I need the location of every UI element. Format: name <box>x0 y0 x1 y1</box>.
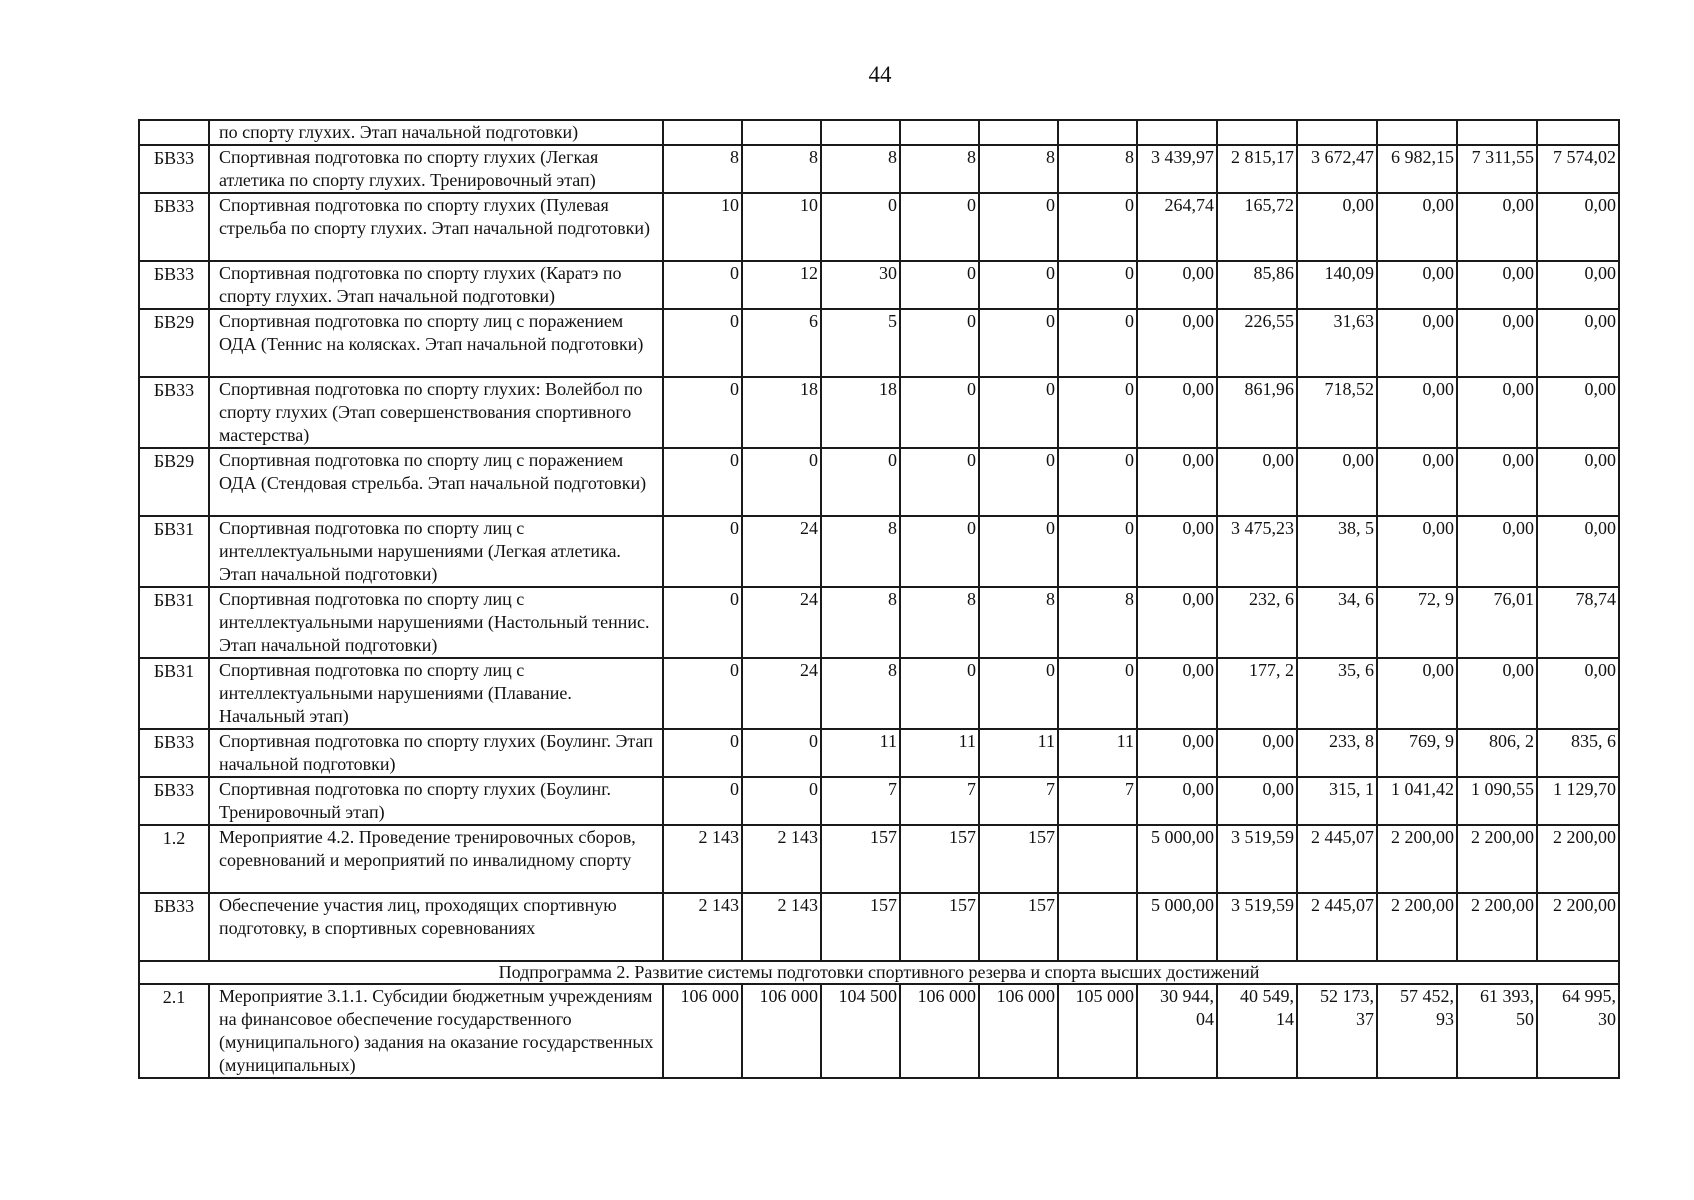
value-cell: 0 <box>663 309 742 377</box>
value-cell: 106 000 <box>900 984 979 1078</box>
value-cell: 3 519,59 <box>1217 893 1297 961</box>
row-code: БВ33 <box>139 893 209 961</box>
value-cell: 0 <box>900 448 979 516</box>
value-cell: 0 <box>663 729 742 777</box>
value-cell: 0 <box>1058 309 1137 377</box>
row-name: Спортивная подготовка по спорту лиц с интеллектуальными нарушениями (Плавание. Начальный этап) <box>209 658 663 729</box>
row-name: Спортивная подготовка по спорту глухих (Боулинг. Этап начальной подготовки) <box>209 729 663 777</box>
value-cell: 2 143 <box>742 893 821 961</box>
value-cell: 835, 6 <box>1537 729 1619 777</box>
value-cell: 769, 9 <box>1377 729 1457 777</box>
value-cell <box>663 120 742 145</box>
value-cell: 3 672,47 <box>1297 145 1377 193</box>
value-cell: 157 <box>900 825 979 893</box>
row-name: Спортивная подготовка по спорту глухих (Каратэ по спорту глухих. Этап начальной подготовки) <box>209 261 663 309</box>
value-cell: 0 <box>979 309 1058 377</box>
value-cell: 233, 8 <box>1297 729 1377 777</box>
value-cell: 232, 6 <box>1217 587 1297 658</box>
value-cell: 30 <box>821 261 900 309</box>
value-cell: 0,00 <box>1537 193 1619 261</box>
value-cell: 1 129,70 <box>1537 777 1619 825</box>
value-cell: 0 <box>742 729 821 777</box>
value-cell <box>1537 120 1619 145</box>
row-code <box>139 120 209 145</box>
value-cell: 2 200,00 <box>1377 825 1457 893</box>
value-cell: 5 000,00 <box>1137 825 1217 893</box>
value-cell: 0,00 <box>1457 261 1537 309</box>
row-code: БВ33 <box>139 777 209 825</box>
value-cell: 38, 5 <box>1297 516 1377 587</box>
value-cell: 40 549, 14 <box>1217 984 1297 1078</box>
value-cell: 0 <box>979 448 1058 516</box>
table-row <box>139 893 1619 961</box>
row-code: 1.2 <box>139 825 209 893</box>
value-cell: 2 200,00 <box>1457 825 1537 893</box>
row-name: Спортивная подготовка по спорту глухих (Пулевая стрельба по спорту глухих. Этап начальной подготовки) <box>209 193 663 261</box>
value-cell: 177, 2 <box>1217 658 1297 729</box>
row-code: БВ33 <box>139 377 209 448</box>
value-cell: 0 <box>663 658 742 729</box>
value-cell <box>1058 825 1137 893</box>
row-name: Спортивная подготовка по спорту глухих (Боулинг. Тренировочный этап) <box>209 777 663 825</box>
value-cell: 76,01 <box>1457 587 1537 658</box>
table-row <box>139 448 1619 516</box>
value-cell: 18 <box>742 377 821 448</box>
row-name: Мероприятие 4.2. Проведение тренировочных сборов, соревнований и мероприятий по инвалидному спорту <box>209 825 663 893</box>
value-cell: 0,00 <box>1137 448 1217 516</box>
value-cell: 0 <box>1058 516 1137 587</box>
value-cell: 6 982,15 <box>1377 145 1457 193</box>
value-cell: 1 041,42 <box>1377 777 1457 825</box>
value-cell: 57 452, 93 <box>1377 984 1457 1078</box>
value-cell <box>1217 120 1297 145</box>
row-name: Мероприятие 3.1.1. Субсидии бюджетным учреждениям на финансовое обеспечение государственного (муниципального) задания на оказание государственных (муниципальных) <box>209 984 663 1078</box>
section-row <box>139 961 1619 984</box>
value-cell: 8 <box>821 516 900 587</box>
value-cell: 24 <box>742 587 821 658</box>
page-number: 44 <box>868 62 892 87</box>
value-cell: 0 <box>900 516 979 587</box>
value-cell: 0,00 <box>1457 448 1537 516</box>
value-cell: 7 574,02 <box>1537 145 1619 193</box>
value-cell: 2 445,07 <box>1297 825 1377 893</box>
value-cell: 3 439,97 <box>1137 145 1217 193</box>
row-code: БВ29 <box>139 448 209 516</box>
value-cell: 11 <box>900 729 979 777</box>
value-cell: 0 <box>900 261 979 309</box>
value-cell: 7 <box>900 777 979 825</box>
row-name: Спортивная подготовка по спорту лиц с поражением ОДА (Стендовая стрельба. Этап начальной подготовки) <box>209 448 663 516</box>
row-name: по спорту глухих. Этап начальной подготовки) <box>209 120 663 145</box>
section-title: Подпрограмма 2. Развитие системы подготовки спортивного резерва и спорта высших достижений <box>139 961 1619 984</box>
value-cell: 78,74 <box>1537 587 1619 658</box>
value-cell: 0 <box>900 377 979 448</box>
value-cell: 0,00 <box>1137 777 1217 825</box>
value-cell: 0,00 <box>1137 587 1217 658</box>
table-row <box>139 729 1619 777</box>
value-cell: 0 <box>979 261 1058 309</box>
value-cell: 8 <box>663 145 742 193</box>
value-cell: 0,00 <box>1377 193 1457 261</box>
value-cell: 106 000 <box>742 984 821 1078</box>
value-cell: 0,00 <box>1377 658 1457 729</box>
value-cell: 0,00 <box>1537 516 1619 587</box>
value-cell: 0,00 <box>1457 516 1537 587</box>
value-cell: 106 000 <box>979 984 1058 1078</box>
value-cell: 0,00 <box>1457 377 1537 448</box>
value-cell: 7 <box>979 777 1058 825</box>
value-cell: 0 <box>663 448 742 516</box>
value-cell: 8 <box>821 145 900 193</box>
value-cell: 0 <box>1058 193 1137 261</box>
value-cell <box>742 120 821 145</box>
value-cell <box>1058 120 1137 145</box>
value-cell: 24 <box>742 516 821 587</box>
value-cell: 157 <box>979 893 1058 961</box>
value-cell: 0 <box>821 193 900 261</box>
value-cell: 0,00 <box>1537 309 1619 377</box>
value-cell: 11 <box>1058 729 1137 777</box>
value-cell: 7 311,55 <box>1457 145 1537 193</box>
value-cell: 0,00 <box>1377 261 1457 309</box>
value-cell: 0 <box>663 261 742 309</box>
value-cell: 0 <box>1058 377 1137 448</box>
value-cell: 0 <box>979 193 1058 261</box>
row-name: Спортивная подготовка по спорту лиц с интеллектуальными нарушениями (Настольный теннис. Этап начальной подготовки) <box>209 587 663 658</box>
value-cell: 2 143 <box>663 825 742 893</box>
value-cell: 30 944, 04 <box>1137 984 1217 1078</box>
value-cell: 7 <box>1058 777 1137 825</box>
value-cell: 0 <box>742 448 821 516</box>
row-code: БВ31 <box>139 658 209 729</box>
row-name: Спортивная подготовка по спорту глухих: Волейбол по спорту глухих (Этап совершенствования спортивного мастерства) <box>209 377 663 448</box>
value-cell: 72, 9 <box>1377 587 1457 658</box>
value-cell: 0 <box>979 658 1058 729</box>
value-cell <box>1058 893 1137 961</box>
row-name: Спортивная подготовка по спорту лиц с поражением ОДА (Теннис на колясках. Этап начальной подготовки) <box>209 309 663 377</box>
value-cell: 2 200,00 <box>1537 893 1619 961</box>
value-cell: 2 445,07 <box>1297 893 1377 961</box>
value-cell: 0,00 <box>1377 309 1457 377</box>
value-cell: 0 <box>821 448 900 516</box>
value-cell: 8 <box>979 587 1058 658</box>
value-cell: 85,86 <box>1217 261 1297 309</box>
value-cell: 0,00 <box>1137 516 1217 587</box>
value-cell: 0 <box>1058 261 1137 309</box>
row-code: БВ31 <box>139 516 209 587</box>
table-row <box>139 193 1619 261</box>
value-cell <box>1457 120 1537 145</box>
value-cell: 8 <box>900 587 979 658</box>
table-row <box>139 309 1619 377</box>
value-cell: 0 <box>979 516 1058 587</box>
value-cell: 18 <box>821 377 900 448</box>
table-row <box>139 658 1619 729</box>
value-cell: 0 <box>900 193 979 261</box>
value-cell: 5 000,00 <box>1137 893 1217 961</box>
table-row <box>139 261 1619 309</box>
value-cell: 0,00 <box>1137 729 1217 777</box>
value-cell: 10 <box>742 193 821 261</box>
budget-table <box>138 119 1620 1079</box>
value-cell: 2 200,00 <box>1537 825 1619 893</box>
value-cell: 24 <box>742 658 821 729</box>
value-cell: 0,00 <box>1377 448 1457 516</box>
value-cell <box>1377 120 1457 145</box>
value-cell: 0,00 <box>1137 261 1217 309</box>
value-cell <box>1137 120 1217 145</box>
value-cell: 157 <box>821 893 900 961</box>
value-cell: 0,00 <box>1377 516 1457 587</box>
value-cell: 35, 6 <box>1297 658 1377 729</box>
value-cell: 1 090,55 <box>1457 777 1537 825</box>
table-row <box>139 777 1619 825</box>
value-cell: 2 143 <box>742 825 821 893</box>
value-cell: 0,00 <box>1297 448 1377 516</box>
row-code: БВ33 <box>139 193 209 261</box>
value-cell: 0 <box>900 309 979 377</box>
value-cell: 0 <box>663 516 742 587</box>
value-cell <box>821 120 900 145</box>
row-code: БВ33 <box>139 145 209 193</box>
value-cell: 157 <box>821 825 900 893</box>
value-cell: 64 995, 30 <box>1537 984 1619 1078</box>
table-row <box>139 825 1619 893</box>
value-cell: 0,00 <box>1137 658 1217 729</box>
table-row <box>139 377 1619 448</box>
table-row <box>139 516 1619 587</box>
value-cell: 0,00 <box>1457 658 1537 729</box>
value-cell: 3 475,23 <box>1217 516 1297 587</box>
value-cell <box>979 120 1058 145</box>
row-code: БВ33 <box>139 729 209 777</box>
value-cell: 2 200,00 <box>1377 893 1457 961</box>
value-cell: 104 500 <box>821 984 900 1078</box>
table-row <box>139 984 1619 1078</box>
value-cell: 34, 6 <box>1297 587 1377 658</box>
value-cell: 0,00 <box>1297 193 1377 261</box>
row-name: Обеспечение участия лиц, проходящих спортивную подготовку, в спортивных соревнованиях <box>209 893 663 961</box>
value-cell: 106 000 <box>663 984 742 1078</box>
value-cell: 2 815,17 <box>1217 145 1297 193</box>
value-cell: 3 519,59 <box>1217 825 1297 893</box>
value-cell: 157 <box>900 893 979 961</box>
value-cell: 11 <box>821 729 900 777</box>
value-cell: 61 393, 50 <box>1457 984 1537 1078</box>
value-cell: 0 <box>663 777 742 825</box>
value-cell: 0,00 <box>1217 777 1297 825</box>
value-cell: 31,63 <box>1297 309 1377 377</box>
value-cell: 11 <box>979 729 1058 777</box>
table-row <box>139 587 1619 658</box>
value-cell: 0,00 <box>1457 193 1537 261</box>
value-cell: 12 <box>742 261 821 309</box>
row-code: БВ29 <box>139 309 209 377</box>
value-cell <box>1297 120 1377 145</box>
value-cell: 0 <box>1058 658 1137 729</box>
value-cell: 8 <box>821 658 900 729</box>
value-cell: 0 <box>742 777 821 825</box>
table-row <box>139 145 1619 193</box>
value-cell: 806, 2 <box>1457 729 1537 777</box>
value-cell: 8 <box>900 145 979 193</box>
value-cell: 140,09 <box>1297 261 1377 309</box>
value-cell: 0,00 <box>1537 448 1619 516</box>
value-cell: 8 <box>1058 587 1137 658</box>
value-cell: 8 <box>979 145 1058 193</box>
value-cell: 861,96 <box>1217 377 1297 448</box>
value-cell: 0,00 <box>1537 377 1619 448</box>
value-cell: 8 <box>821 587 900 658</box>
value-cell: 0,00 <box>1457 309 1537 377</box>
value-cell: 264,74 <box>1137 193 1217 261</box>
value-cell: 226,55 <box>1217 309 1297 377</box>
row-name: Спортивная подготовка по спорту глухих (Легкая атлетика по спорту глухих. Тренировочный этап) <box>209 145 663 193</box>
value-cell: 8 <box>742 145 821 193</box>
value-cell: 0,00 <box>1217 448 1297 516</box>
value-cell: 7 <box>821 777 900 825</box>
value-cell: 0,00 <box>1537 658 1619 729</box>
value-cell: 2 143 <box>663 893 742 961</box>
table-row <box>139 120 1619 145</box>
value-cell: 0,00 <box>1377 377 1457 448</box>
value-cell: 2 200,00 <box>1457 893 1537 961</box>
row-code: БВ31 <box>139 587 209 658</box>
value-cell: 0 <box>663 587 742 658</box>
value-cell: 0,00 <box>1137 309 1217 377</box>
value-cell: 0 <box>979 377 1058 448</box>
value-cell: 6 <box>742 309 821 377</box>
value-cell: 10 <box>663 193 742 261</box>
value-cell: 157 <box>979 825 1058 893</box>
value-cell: 0,00 <box>1537 261 1619 309</box>
value-cell: 718,52 <box>1297 377 1377 448</box>
row-code: БВ33 <box>139 261 209 309</box>
value-cell <box>900 120 979 145</box>
value-cell: 105 000 <box>1058 984 1137 1078</box>
value-cell: 0,00 <box>1217 729 1297 777</box>
value-cell: 315, 1 <box>1297 777 1377 825</box>
value-cell: 52 173, 37 <box>1297 984 1377 1078</box>
row-name: Спортивная подготовка по спорту лиц с интеллектуальными нарушениями (Легкая атлетика. Этап начальной подготовки) <box>209 516 663 587</box>
value-cell: 8 <box>1058 145 1137 193</box>
value-cell: 0 <box>663 377 742 448</box>
value-cell: 0 <box>1058 448 1137 516</box>
value-cell: 0 <box>900 658 979 729</box>
value-cell: 165,72 <box>1217 193 1297 261</box>
value-cell: 0,00 <box>1137 377 1217 448</box>
row-code: 2.1 <box>139 984 209 1078</box>
value-cell: 5 <box>821 309 900 377</box>
